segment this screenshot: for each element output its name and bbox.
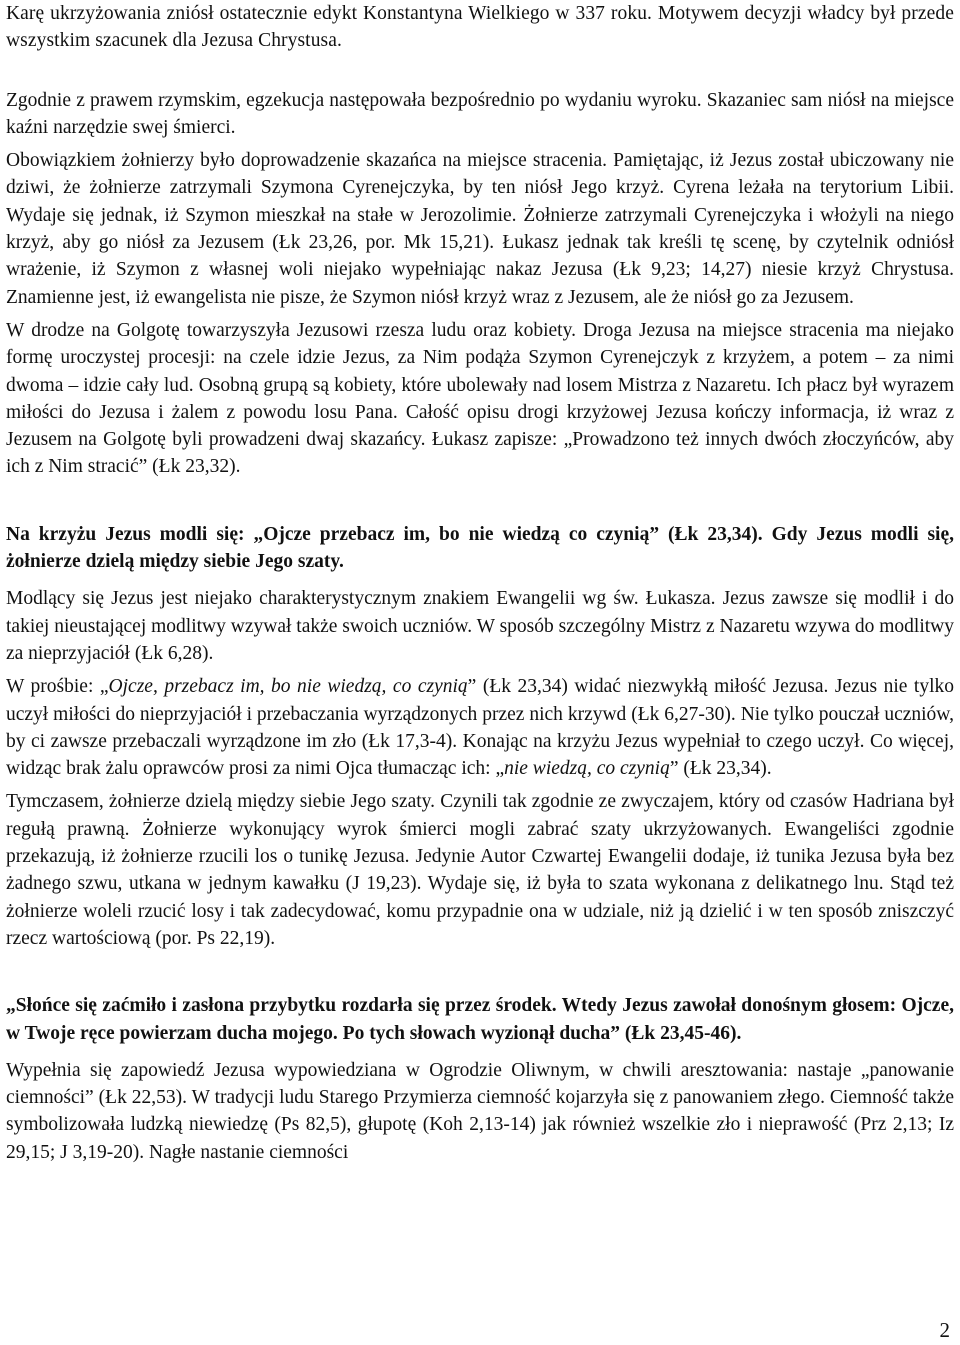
paragraph-road-golgotha: W drodze na Golgotę towarzyszyła Jezusowi rzesza ludu oraz kobiety. Droga Jezusa na miejsce stracenia ma niejako formę uroczystej procesji: na czele idzie Jezus, za Nim podąża Szymon Cyrenejczyk z krzyżem, a potem – za nimi dwoma – idzie cały lud. Osobną grupą są kobiety, które ubolewały nad losem Mistrza z Nazaretu. Ich płacz był wyrazem miłości do Jezusa i żalem z powodu losu Pana. Całość opisu drogi krzyżowej Jezusa kończy informacja, iż wraz z Jezusem na Golgotę byli prowadzeni dwaj skazańcy. Łukasz zapisze: „Prowadzono też innych dwóch złoczyńców, aby ich z Nim stracić” (Łk 23,32). [6, 319, 954, 478]
section-heading-darkness: „Słońce się zaćmiło i zasłona przybytku rozdarła się przez środek. Wtedy Jezus zawołał donośnym głosem: Ojcze, w Twoje ręce powierzam ducha mojego. Po tych słowach wyzionął ducha” (Łk 23,45-46). [6, 995, 954, 1044]
paragraph-soldiers: Obowiązkiem żołnierzy było doprowadzenie skazańca na miejsce stracenia. Pamiętając, iż Jezus został ubiczowany nie dziwi, że żołnierze zatrzymali Szymona Cyrenejczyka, by ten niósł Jego krzyż. Cyrena leżała na terytorium Libii. Wydaje się jednak, iż Szymon mieszkał na stałe w Jerozolimie. Żołnierze zatrzymali Cyrenejczyka i włożyli na niego krzyż, aby go niósł za Jezusem (Łk 23,26, por. Mk 15,21). Łukasz jednak tak kreśli tę scenę, by czytelnik odniósł wrażenie, iż Szymon z własnej woli niejako wypełniając nakaz Jezusa (Łk 9,23; 14,27) niesie krzyż Chrystusa. Znamienne jest, iż ewangelista nie pisze, że Szymon niósł krzyż wraz z Jezusem, ale że niósł go za Jezusem. [6, 150, 954, 308]
document-page [6, 0, 954, 1166]
page-number: 2 [939, 1318, 950, 1342]
text-span: ” (Łk 23,34) widać niezwykłą miłość Jezusa. Jezus nie tylko uczył miłości do nieprzyjaciół i przebaczania wyrządzonych przez nich krzywd (Łk 6,27-30). Nie tylko pouczał uczniów, by ci zawsze przebaczali wyrządzone im zło (Łk 17,3-4). Konając na krzyżu Jezus wypełniał to czego uczył. Co więcej, widząc brak żalu oprawców prosi za nimi Ojca tłumacząc ich: „ [6, 676, 955, 780]
text-span: W prośbie: „ [6, 676, 109, 698]
paragraph-praying-jesus: Modlący się Jezus jest niejako charakterystycznym znakiem Ewangelii wg św. Łukasza. Jezus zawsze się modlił i do takiej nieustającej modlitwy wzywał także swoich uczniów. W sposób szczególny Mistrz z Nazaretu wzywa do modlitwy za nieprzyjaciół (Łk 6,28). [6, 588, 954, 664]
paragraph-edict: Karę ukrzyżowania zniósł ostatecznie edykt Konstantyna Wielkiego w 337 roku. Motywem decyzji władcy był przede wszystkim szacunek dla Jezusa Chrystusa. [6, 3, 954, 52]
paragraph-forgiveness [6, 673, 954, 782]
section-heading-prayer: Na krzyżu Jezus modli się: „Ojcze przebacz im, bo nie wiedzą co czynią” (Łk 23,34). Gdy Jezus modli się, żołnierze dzielą między siebie Jego szaty. [6, 523, 954, 573]
italic-quote: Ojcze, przebacz im, bo nie wiedzą, co czynią [108, 676, 468, 698]
italic-quote: nie wiedzą, co czynią [504, 758, 670, 780]
paragraph-garments: Tymczasem, żołnierze dzielą między siebie Jego szaty. Czynili tak zgodnie ze zwyczajem, który od czasów Hadriana był regułą prawną. Żołnierze wykonujący wyrok śmierci mogli zabrać szaty ukrzyżowanych. Ewangeliści zgodnie przekazują, iż żołnierze rzucili los o tunikę Jezusa. Jedynie Autor Czwartej Ewangelii dodaje, iż tunika Jezusa była bez żadnego szwu, utkana w jednym kawałku (J 19,23). Wydaje się, iż była to szata wykonana z delikatnego lnu. Stąd też żołnierze woleli rzucić losy i tak zadecydować, komu przypadnie ona w udziale, niż ją dzielić i w ten sposób zniszczyć rzecz wartościową (por. Ps 22,19). [6, 791, 954, 949]
text-span: ” (Łk 23,34). [669, 758, 772, 780]
paragraph-roman-law: Zgodnie z prawem rzymskim, egzekucja następowała bezpośrednio po wydaniu wyroku. Skazaniec sam niósł na miejsce kaźni narzędzie swej śmierci. [6, 89, 954, 138]
paragraph-darkness: Wypełnia się zapowiedź Jezusa wypowiedziana w Ogrodzie Oliwnym, w chwili aresztowania: nastaje „panowanie ciemności” (Łk 22,53). W tradycji ludu Starego Przymierza ciemność kojarzyła się z panowaniem złego. Ciemność także symbolizowała ludzką niewiedzę (Ps 82,5), głupotę (Koh 2,13-14) jak również wszelkie zło i nieprawość (Prz 2,13; Iz 29,15; J 3,19-20). Nagłe nastanie ciemności [6, 1059, 954, 1163]
